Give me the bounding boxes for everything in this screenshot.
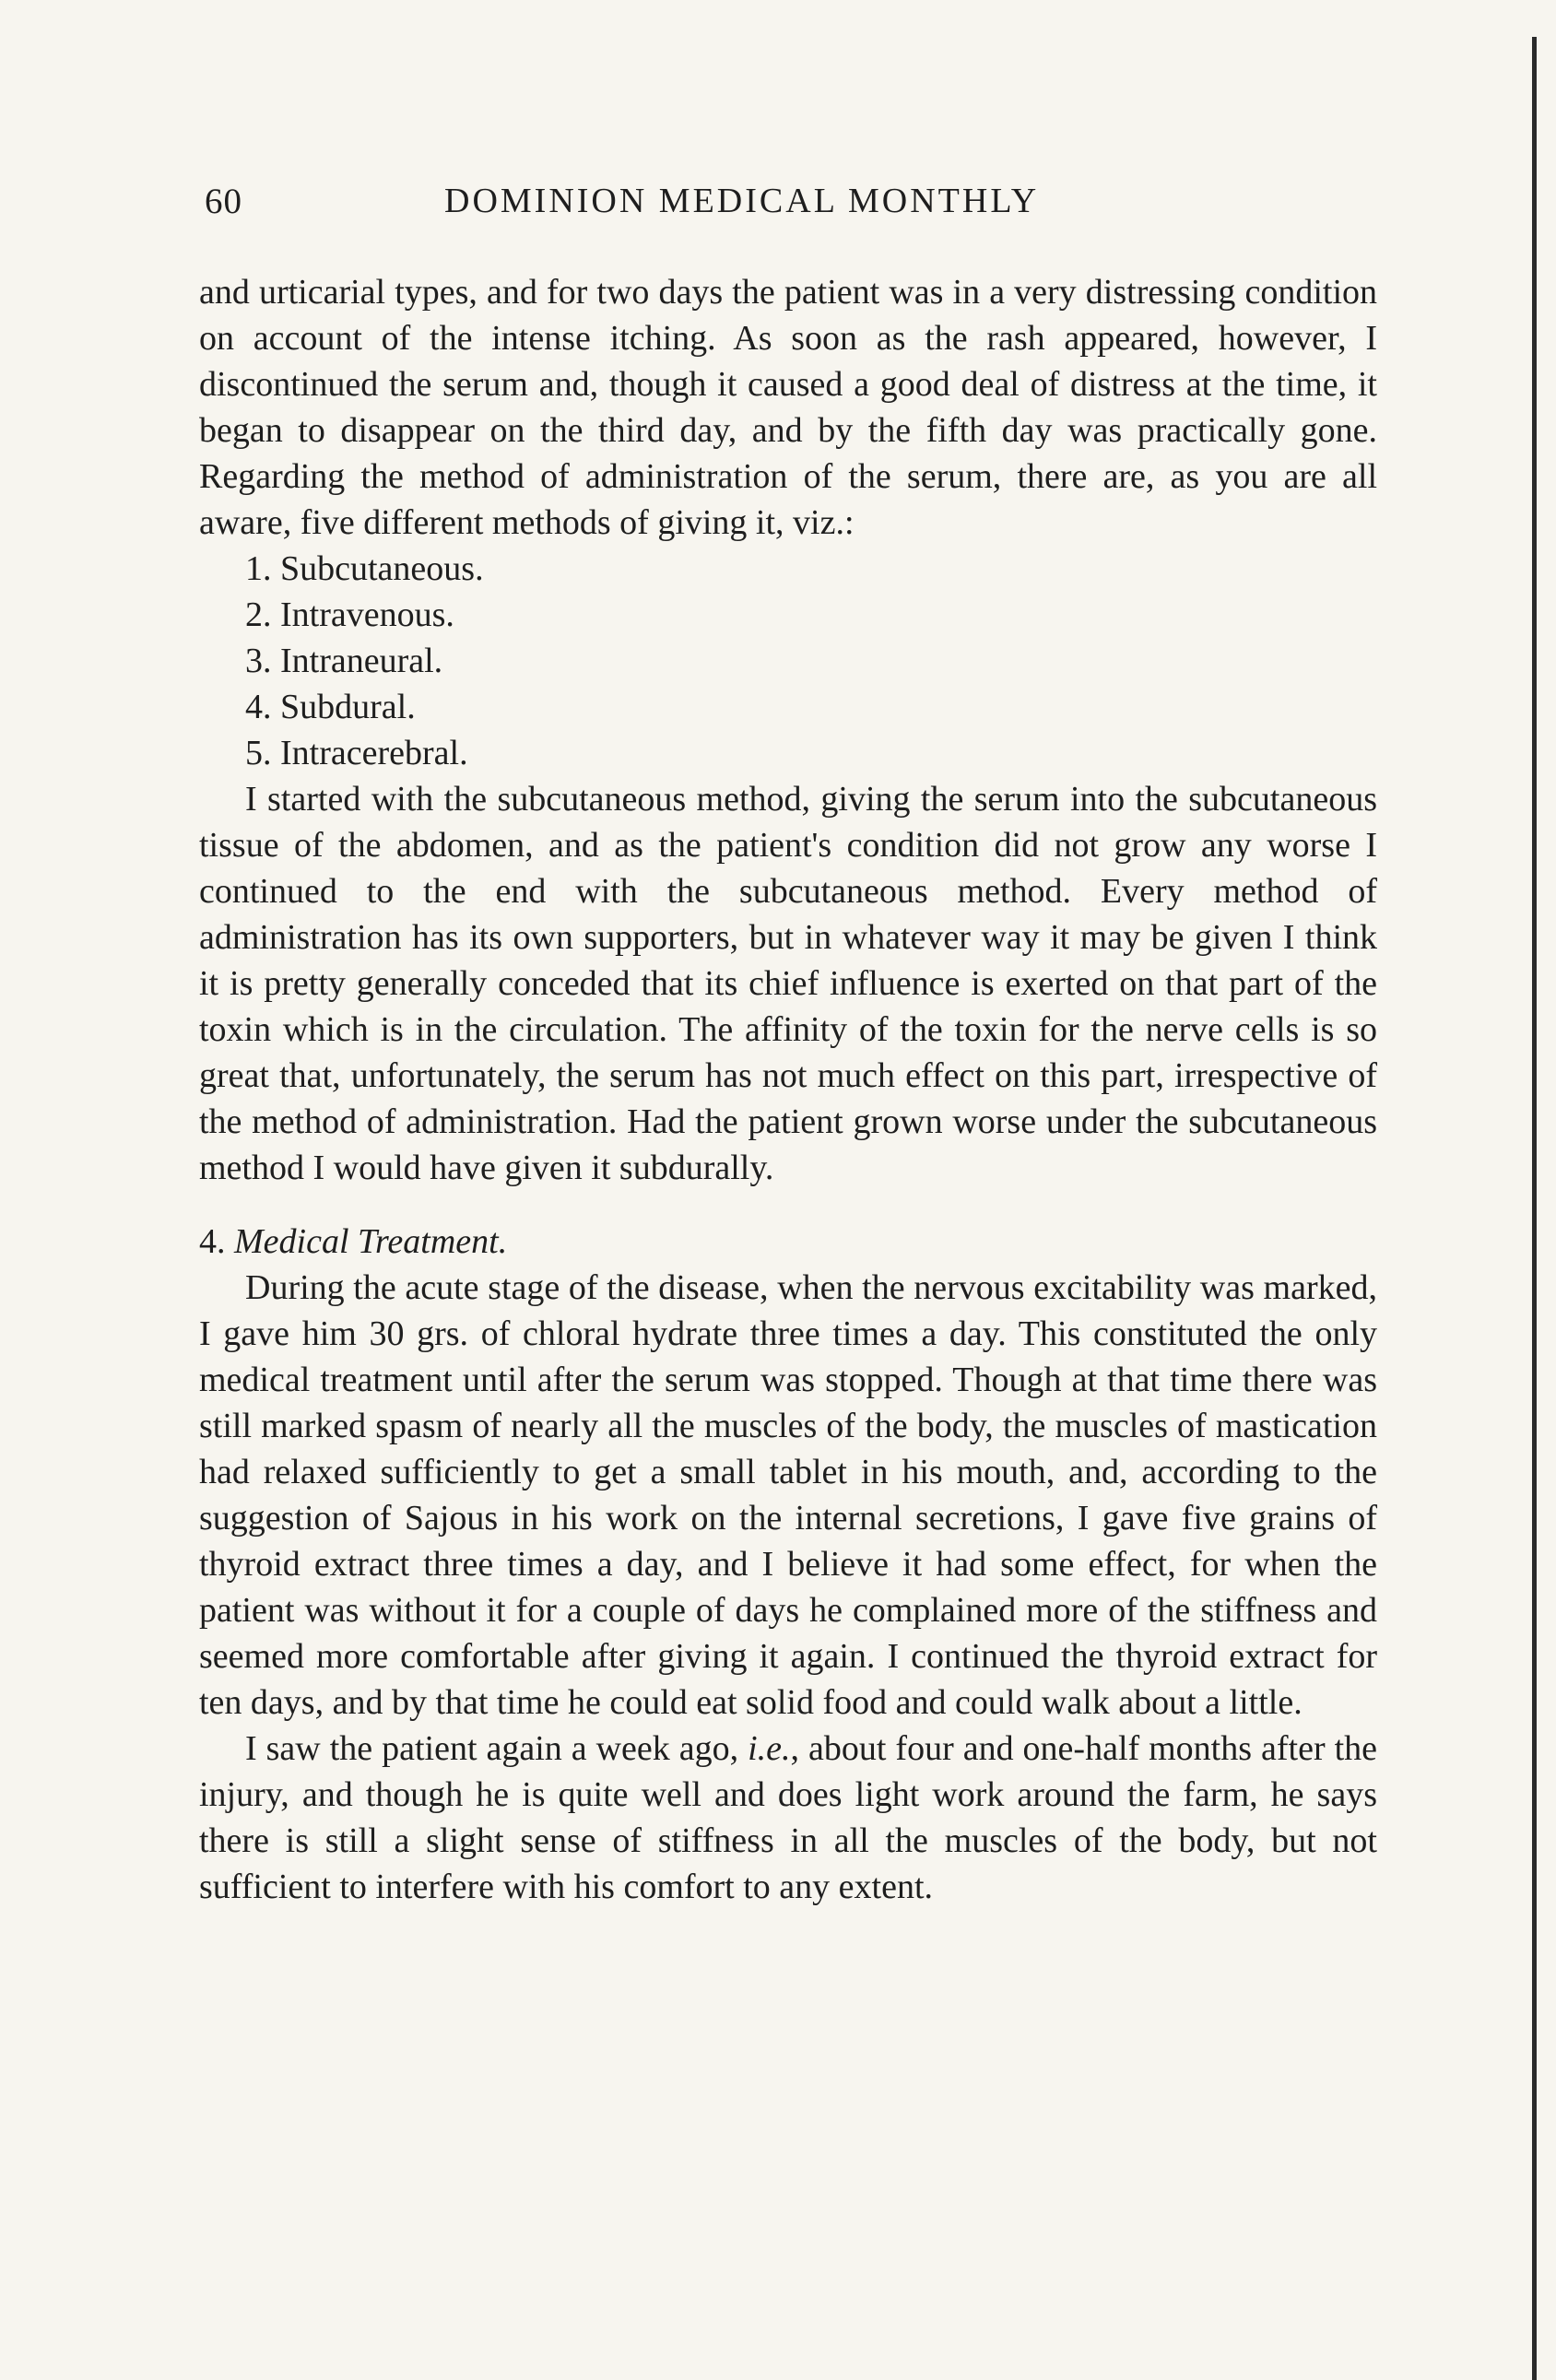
running-title: DOMINION MEDICAL MONTHLY	[444, 182, 1040, 220]
list-item: 1. Subcutaneous.	[245, 549, 484, 588]
paragraph-medical-treatment: During the acute stage of the disease, when the nervous excitability was marked, I gave him 30 grs. of chloral hydrate three times a day. This constituted the only medical treatment until after the serum was stopped. Though at that time there was still marked spasm of nearly all the muscles of the body, the muscles of mastication had relaxed sufficiently to get a small tablet in his mouth, and, according to the suggestion of Sajous in his work on the internal secretions, I gave five grains of thyroid extract three times a day, and I believe it had some effect, for when the patient was without it for a couple of days he complained more of the stiffness and seemed more comfortable after giving it again. I continued the thyroid extract for ten days, and by that time he could eat solid food and could walk about a little.	[199, 1268, 1377, 1722]
paragraph-follow-up	[199, 1726, 1377, 1910]
list-item: 4. Subdural.	[245, 688, 416, 726]
methods-list	[199, 546, 1377, 776]
paragraph-continuation: and urticarial types, and for two days the patient was in a very distressing condition on account of the intense itching. As soon as the rash appeared, however, I discontinued the serum and, though it caused a good deal of distress at the time, it began to disappear on the third day, and by the fifth day was practically gone. Regarding the method of administration of the serum, there are, as you are all aware, five different methods of giving it, viz.:	[199, 273, 1377, 542]
page-header	[205, 181, 1189, 236]
section-number: 4.	[199, 1222, 226, 1261]
body-text	[199, 269, 1377, 1910]
list-item: 3. Intraneural.	[245, 642, 443, 680]
list-item: 2. Intravenous.	[245, 595, 454, 634]
page-edge-line	[1532, 37, 1537, 2380]
section-heading	[199, 1219, 1377, 1265]
follow-up-ie: i.e.	[748, 1729, 791, 1768]
page-number: 60	[205, 182, 242, 221]
section-title: Medical Treatment.	[234, 1222, 508, 1261]
follow-up-text-end: , about four and one-half months after the injury, and though he is quite well and does light work around the farm, he says there is still a slight sense of stiffness in all the muscles of the body, but not sufficient to interfere with his comfort to any extent.	[199, 1729, 1378, 1906]
list-item: 5. Intracerebral.	[245, 734, 468, 772]
paragraph-subcutaneous: I started with the subcutaneous method, giving the serum into the subcutaneous tissue of the abdomen, and as the patient's condition did not grow any worse I continued to the end with the subcutaneous method. Every method of administration has its own supporters, but in whatever way it may be given I think it is pretty generally conceded that its chief influence is exerted on that part of the toxin which is in the circulation. The affinity of the toxin for the nerve cells is so great that, unfortunately, the serum has not much effect on this part, irrespective of the method of administration. Had the patient grown worse under the subcutaneous method I would have given it subdurally.	[199, 780, 1377, 1187]
follow-up-text-start: I saw the patient again a week ago,	[245, 1729, 749, 1768]
